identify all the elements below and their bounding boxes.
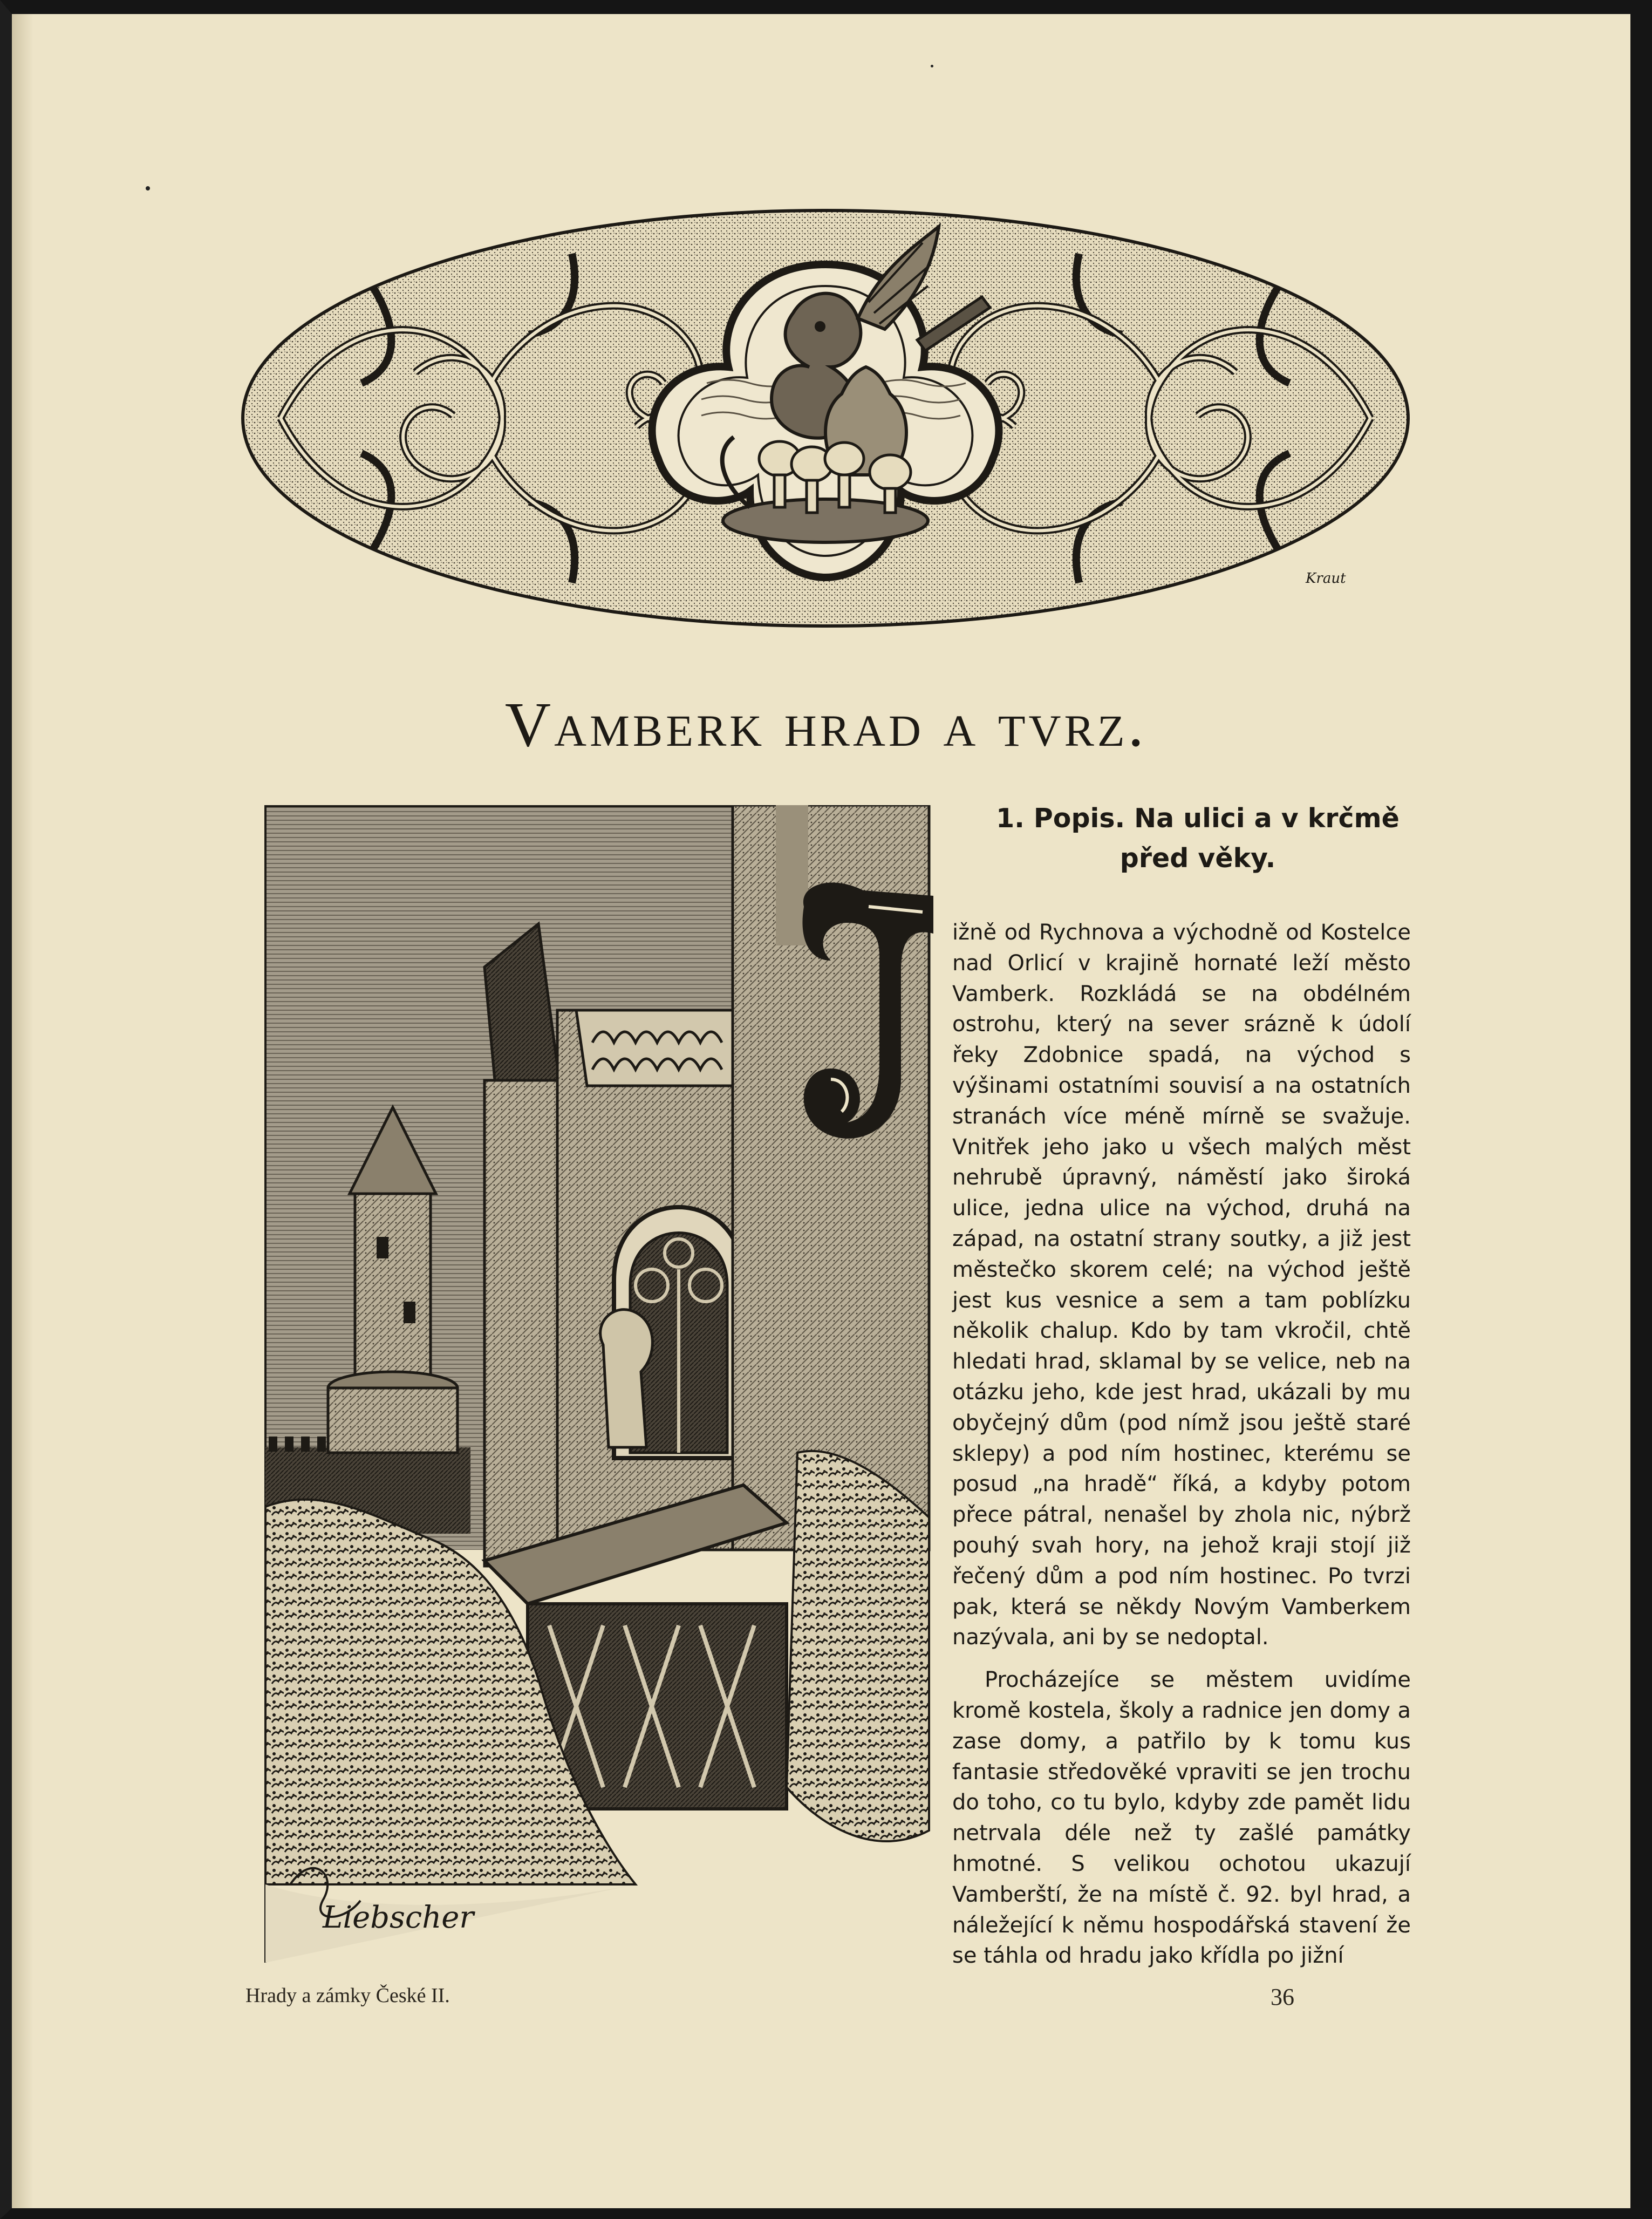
section-heading-line-2: před věky. xyxy=(1119,843,1276,874)
dropcap-ornament xyxy=(788,874,950,1155)
scan-speck xyxy=(146,186,150,190)
dropcap-letter: J xyxy=(859,1007,878,1057)
body-text-column xyxy=(952,917,1411,1971)
page-gutter xyxy=(12,14,33,2208)
page-number: 36 xyxy=(1271,1984,1294,2010)
vignette-signature: Kraut xyxy=(1306,570,1346,587)
illustration-signature: Liebscher xyxy=(323,1900,474,1935)
paragraph-2: Procházejíce se městem uvidíme kromě kostela, školy a radnice jen domy a zase domy, a patřilo by k tomu kus fantasie středověké vpraviti se jen trochu do toho, co tu bylo, kdyby zde pamět lidu netrvala déle než ty zašlé památky hmotné. S velikou ochotou ukazují Vamberští, že na místě č. 92. byl hrad, a náležející k němu hospodářská stavení že se táhla od hradu jako křídla po jižní xyxy=(952,1667,1411,1969)
scan-speck xyxy=(931,65,933,67)
section-heading-line-1: 1. Popis. Na ulici a v krčmě xyxy=(996,803,1400,834)
page-title: Vamberk hrad a tvrz. xyxy=(504,689,1148,760)
ornamental-vignette xyxy=(237,205,1414,631)
plate-caption: Hrady a zámky České II. xyxy=(245,1984,450,2007)
section-heading xyxy=(955,799,1441,879)
paragraph-1: ižně od Rychnova a východně od Kostelce nad Orlicí v krajině hornaté leží město Vamberk. Rozkládá se na obdélném ostrohu, který na sever srázně k údolí řeky Zdobnice spadá, na východ s výšinami ostatními souvisí a na ostatních stranách více méně mírně se svažuje. Vnitřek jeho jako u všech malých měst nehrubě úpravný, náměstí jako široká ulice, jedna ulice na východ, druhá na západ, na ostatní strany soutky, a již jest městečko skorem celé; na východ ještě jest kus vesnice a sem a tam poblízku několik chalup. Kdo by tam vkročil, chtě hledati hrad, sklamal by se velice, neb na otázku jeho, kde jest hrad, ukázali by mu obyčejný dům (pod nímž jsou ještě staré sklepy) a pod ním hostinec, kterému se posud „na hradě“ říká, a kdyby potom přece pátral, nenašel by zhola nic, nýbrž pouhý svah hory, na jehož kraji stojí již řečený dům a pod ním hostinec. Po tvrzi pak, která se někdy Novým Vamberkem nazývala, ani by se nedoptal. xyxy=(952,920,1411,1650)
